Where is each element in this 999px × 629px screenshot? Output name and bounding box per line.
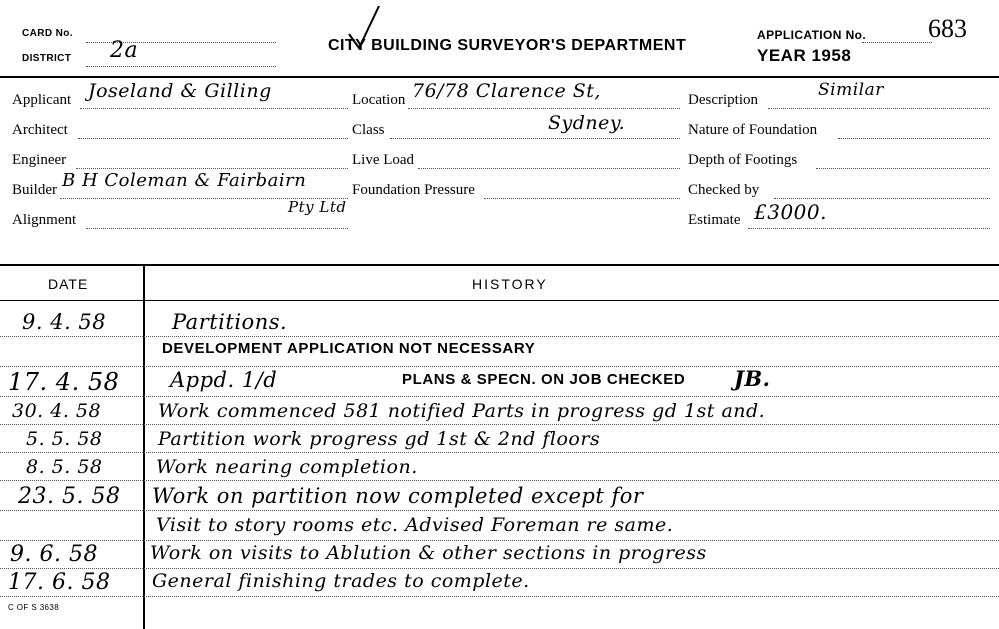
class-line <box>390 138 680 139</box>
builder-label: Builder <box>12 182 57 198</box>
history-rule <box>0 336 999 337</box>
development-application-stamp: DEVELOPMENT APPLICATION NOT NECESSARY <box>162 340 536 357</box>
plans-checked-stamp: PLANS & SPECN. ON JOB CHECKED <box>402 371 686 388</box>
history-rule <box>0 480 999 481</box>
history-row-text: General finishing trades to complete. <box>152 570 530 592</box>
history-row-date: 30. 4. 58 <box>12 400 102 422</box>
builder-value-2: Pty Ltd <box>288 198 347 216</box>
architect-line <box>78 138 348 139</box>
checked-line <box>774 198 990 199</box>
header-divider <box>0 76 999 78</box>
nature-of-foundation-label: Nature of Foundation <box>688 122 818 138</box>
card-no-label: CARD No. <box>22 28 73 39</box>
history-row-text: Work commenced 581 notified Parts in progress gd 1st and. <box>158 400 766 422</box>
foundation-pressure-label: Foundation Pressure <box>352 182 475 198</box>
history-row-text: Visit to story rooms etc. Advised Foreman re same. <box>156 514 674 536</box>
year-label: YEAR 1958 <box>757 46 852 65</box>
description-label: Description <box>688 92 758 108</box>
description-value: Similar <box>818 80 884 100</box>
history-row-text: Partition work progress gd 1st & 2nd floors <box>158 428 601 450</box>
description-line <box>768 108 990 109</box>
department-title: CITY BUILDING SURVEYOR'S DEPARTMENT <box>328 37 687 54</box>
history-rule <box>0 424 999 425</box>
history-top-border <box>0 264 999 266</box>
applicant-label: Applicant <box>12 92 72 108</box>
engineer-line <box>76 168 348 169</box>
history-row-date: 23. 5. 58 <box>18 484 121 509</box>
checked-by-label: Checked by <box>688 182 760 198</box>
application-number: 683 <box>928 14 967 43</box>
estimate-label: Estimate <box>688 212 741 228</box>
history-rule <box>0 452 999 453</box>
history-row-date: 17. 6. 58 <box>8 570 111 595</box>
history-column-header: HISTORY <box>472 276 548 292</box>
history-row-text: Work on visits to Ablution & other sections in progress <box>150 542 707 564</box>
estimate-line <box>748 228 990 229</box>
application-label: APPLICATION No. <box>757 28 867 42</box>
architect-label: Architect <box>12 122 68 138</box>
class-label: Class <box>352 122 385 138</box>
application-line <box>862 42 932 43</box>
history-row-text: Work on partition now completed except for <box>152 484 644 508</box>
location-value-2: Sydney. <box>548 112 626 134</box>
date-column-header: DATE <box>48 276 89 292</box>
location-line <box>408 108 680 109</box>
form-code: C OF S 3638 <box>8 603 60 612</box>
foundation-pressure-line <box>484 198 680 199</box>
history-header-border <box>0 300 999 301</box>
history-row-date: 9. 4. 58 <box>22 310 107 334</box>
applicant-line <box>80 108 348 109</box>
history-rule <box>0 596 999 597</box>
alignment-label: Alignment <box>12 212 77 228</box>
history-column-divider <box>143 264 145 629</box>
live-load-label: Live Load <box>352 152 415 168</box>
builder-value: B H Coleman & Fairbairn <box>62 170 307 191</box>
history-row-date: 5. 5. 58 <box>26 428 103 450</box>
district-value: 2a <box>110 38 139 63</box>
history-row-date: 8. 5. 58 <box>26 456 103 478</box>
history-rule <box>0 396 999 397</box>
history-row-text: Appd. 1/d <box>170 368 278 392</box>
applicant-value: Joseland & Gilling <box>88 80 272 102</box>
checked-initials: JB. <box>734 366 771 391</box>
history-rule <box>0 366 999 367</box>
history-rule <box>0 510 999 511</box>
location-label: Location <box>352 92 406 108</box>
district-label: DISTRICT <box>22 53 72 64</box>
depth-line <box>816 168 990 169</box>
history-row-text: Work nearing completion. <box>156 456 418 478</box>
location-value: 76/78 Clarence St, <box>412 80 601 102</box>
history-row-date: 17. 4. 58 <box>8 368 120 396</box>
engineer-label: Engineer <box>12 152 67 168</box>
history-rule <box>0 540 999 541</box>
alignment-line <box>86 228 348 229</box>
live-load-line <box>418 168 680 169</box>
district-line <box>86 66 276 67</box>
history-rule <box>0 568 999 569</box>
history-row-date: 9. 6. 58 <box>10 542 98 567</box>
depth-of-footings-label: Depth of Footings <box>688 152 798 168</box>
estimate-value: £3000. <box>754 200 827 224</box>
history-row-text: Partitions. <box>172 310 288 334</box>
nature-line <box>838 138 990 139</box>
